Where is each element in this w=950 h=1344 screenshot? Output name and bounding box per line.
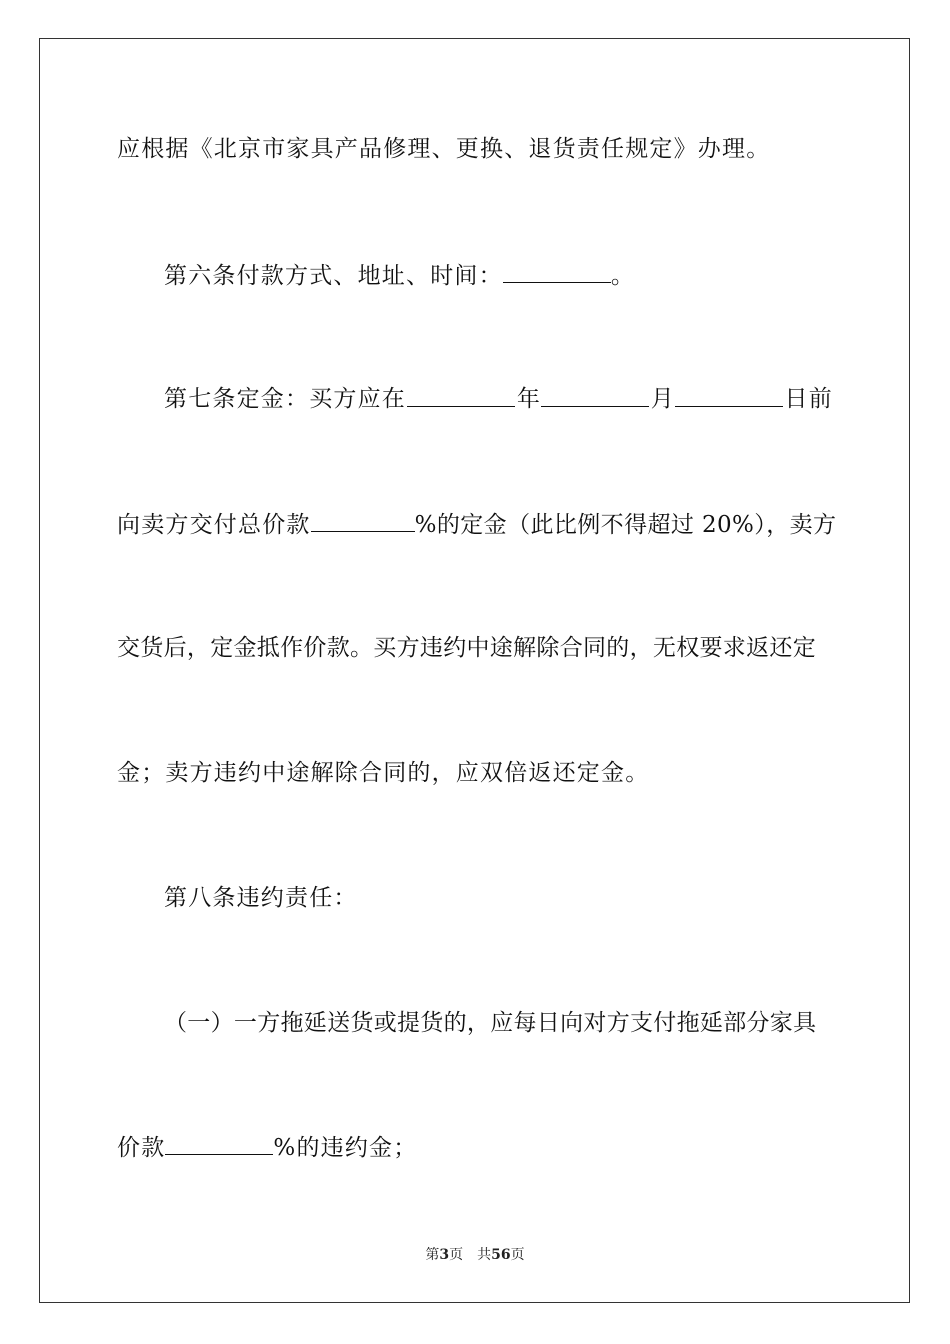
text-segment: %的违约金； <box>273 1135 418 1161</box>
footer-page-number: 3 <box>439 1247 450 1263</box>
body-line-6 <box>117 758 833 788</box>
text-segment: 应根据《北京市家具产品修理、更换、退货责任规定》办理。 <box>117 136 771 162</box>
text-segment: 第八条违约责任： <box>164 885 358 911</box>
page-footer <box>0 1245 950 1265</box>
body-line-article-7 <box>164 384 833 414</box>
text-segment: （一）一方拖延送货或提货的，应每日向对方支付拖延部分家具 <box>164 1010 817 1036</box>
body-line-article-6 <box>164 260 833 291</box>
text-segment: 第六条付款方式、地址、时间： <box>164 263 503 289</box>
fill-in-blank-penalty[interactable] <box>165 1132 273 1155</box>
body-line-9 <box>117 1132 833 1163</box>
body-line-8 <box>164 1008 833 1038</box>
text-segment: 第七条定金：买方应在 <box>164 386 406 412</box>
body-line-article-8 <box>164 883 833 913</box>
fill-in-blank-percent[interactable] <box>311 509 415 532</box>
text-segment: 。 <box>610 263 636 289</box>
fill-in-blank-month[interactable] <box>541 384 649 407</box>
footer-total-unit: 页 <box>510 1247 525 1263</box>
text-segment: 月 <box>650 386 674 412</box>
footer-total-pages: 56 <box>491 1247 511 1263</box>
text-segment: 日前 <box>784 386 833 412</box>
text-segment: 价款 <box>117 1135 166 1161</box>
fill-in-blank-year[interactable] <box>407 384 515 407</box>
text-segment: 年 <box>516 386 540 412</box>
body-line-4 <box>117 509 837 540</box>
text-segment: 向卖方交付总价款 <box>117 512 311 538</box>
text-segment: 金；卖方违约中途解除合同的，应双倍返还定金。 <box>117 760 650 786</box>
text-segment: %的定金（此比例不得超过 20%），卖方 <box>414 512 837 538</box>
footer-total-label: 共 <box>477 1247 492 1263</box>
page-border <box>39 38 910 1303</box>
fill-in-blank[interactable] <box>503 260 611 283</box>
body-line-1 <box>117 134 833 164</box>
body-line-5 <box>117 633 833 663</box>
fill-in-blank-day[interactable] <box>675 384 783 407</box>
footer-page-unit: 页 <box>449 1247 464 1263</box>
footer-page-label: 第 <box>425 1247 440 1263</box>
text-segment: 交货后，定金抵作价款。买方违约中途解除合同的，无权要求返还定 <box>117 635 816 661</box>
